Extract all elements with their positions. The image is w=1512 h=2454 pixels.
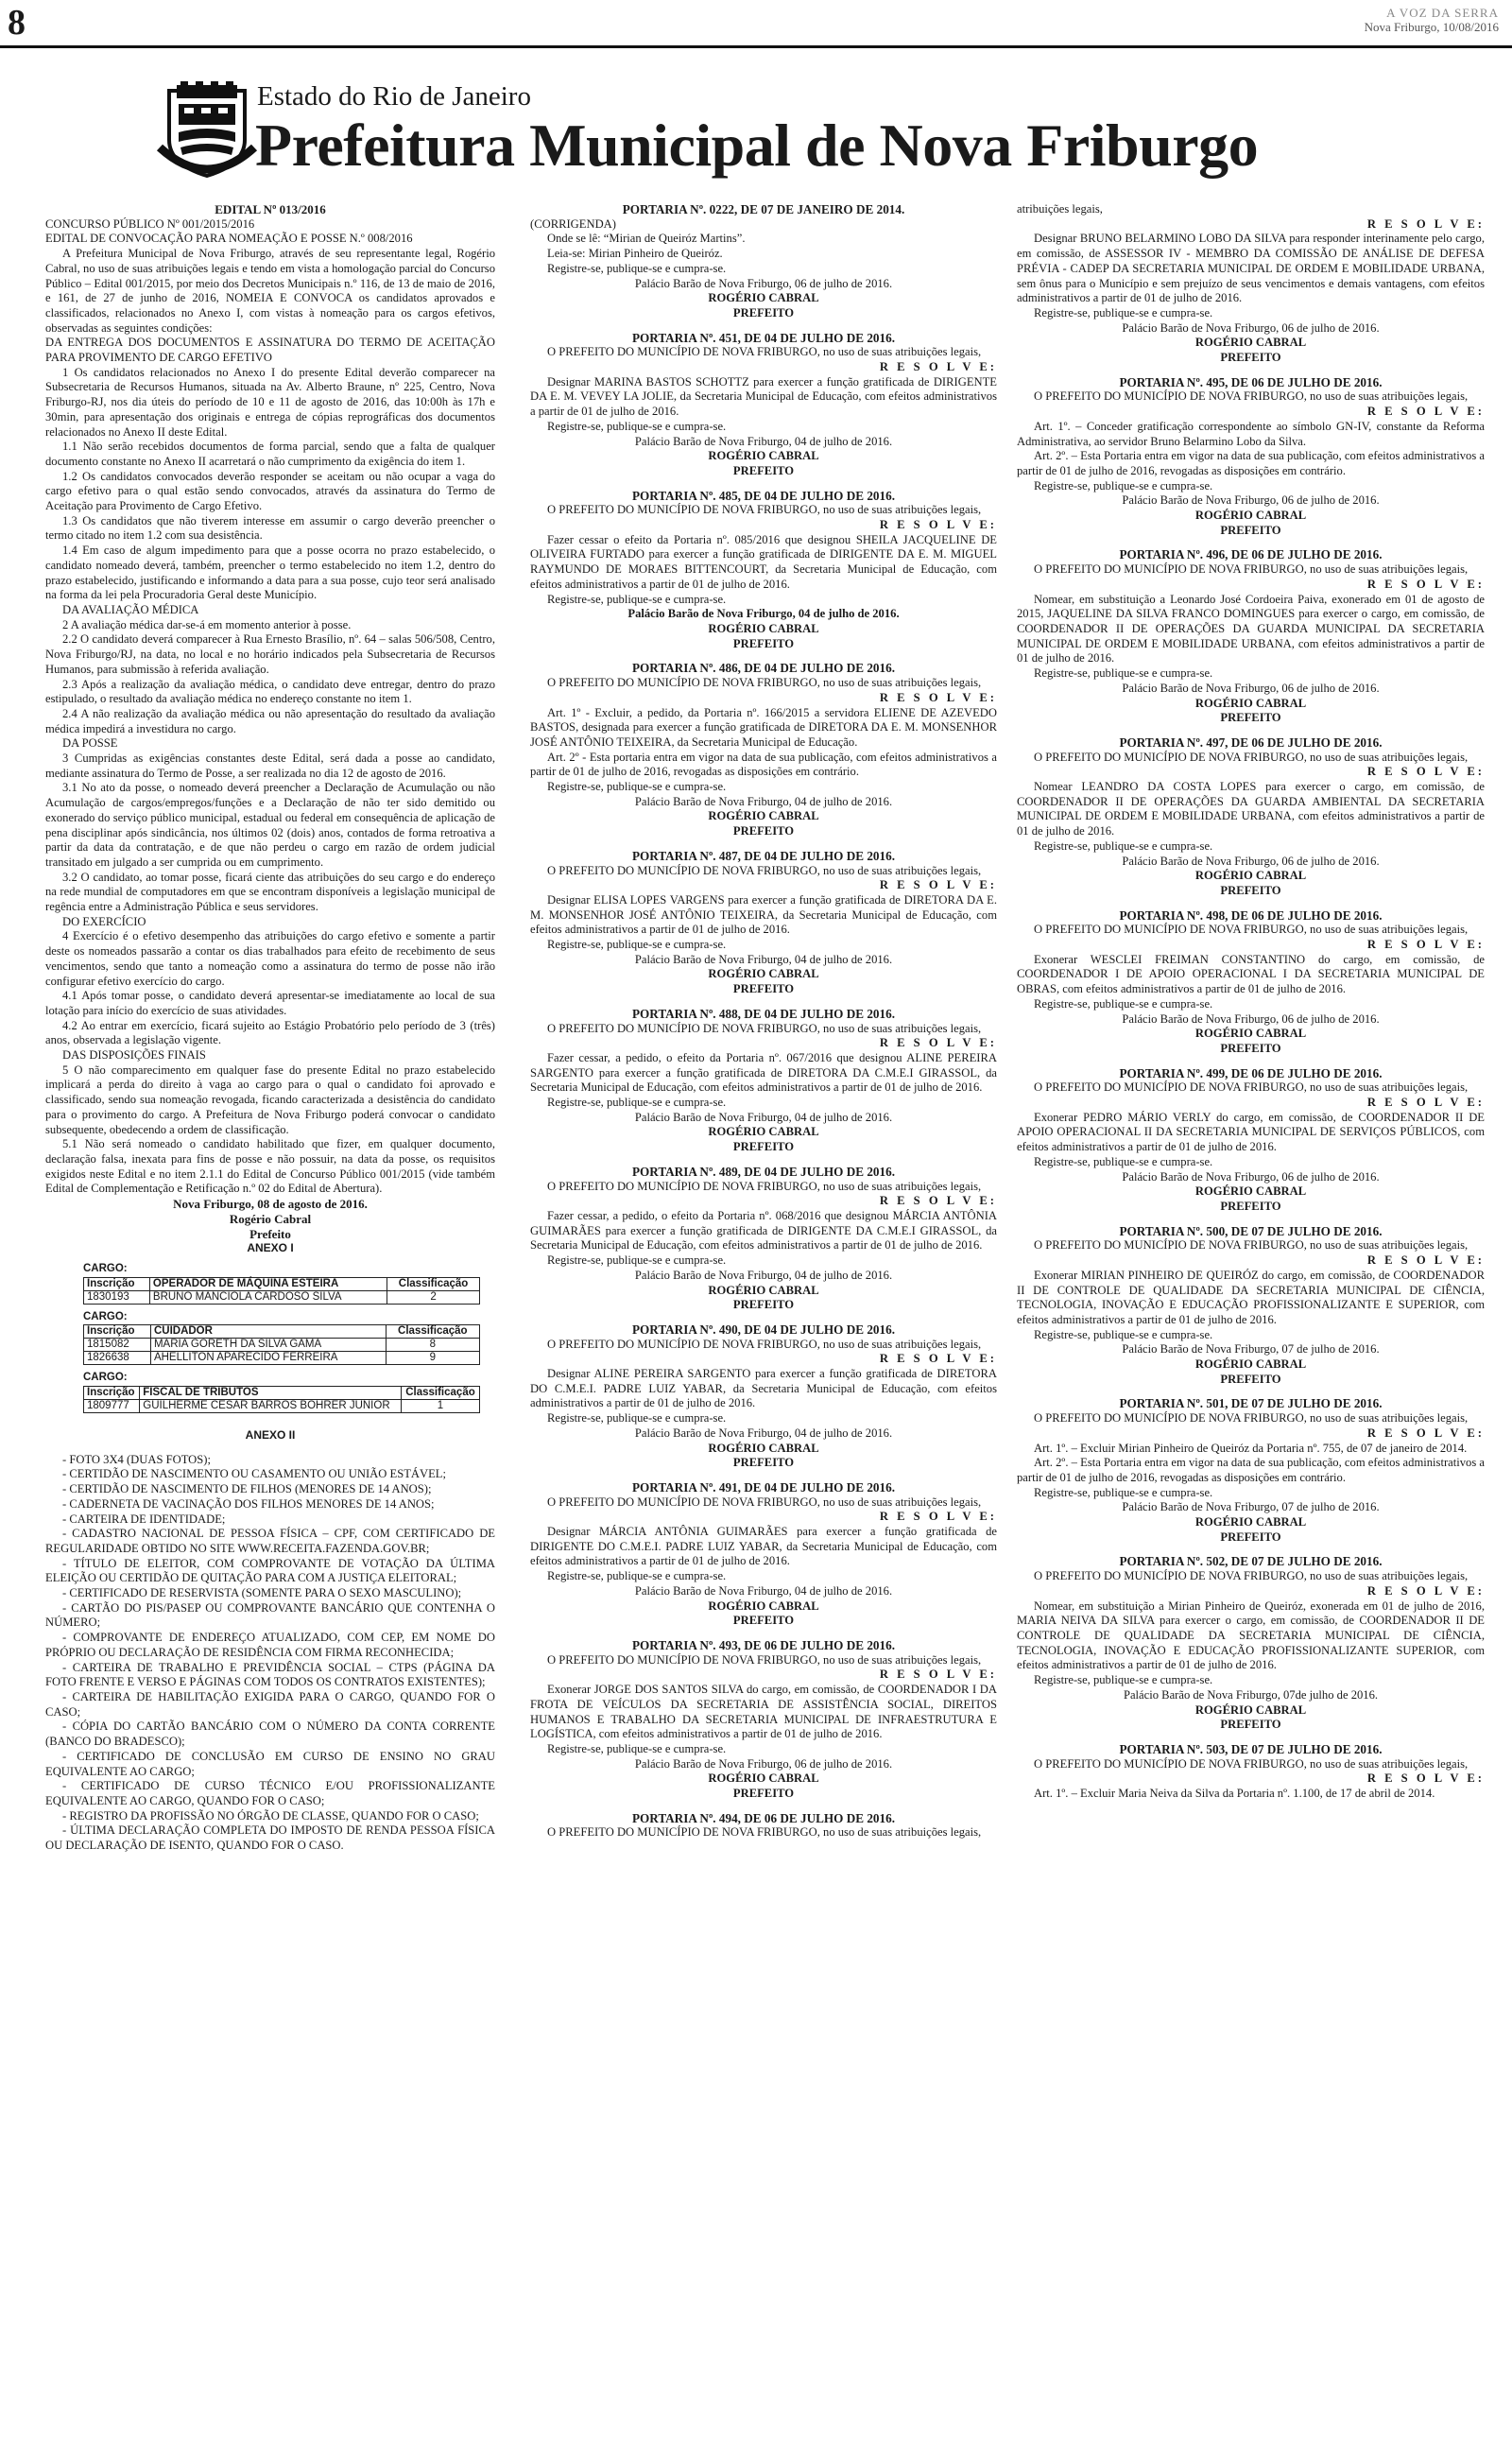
portaria-body: Nomear LEANDRO DA COSTA LOPES para exercer o cargo, em comissão, de COORDENADOR II DE OPERAÇÕES DA GUARDA AMBIENTAL DA SECRETARIA MUNICIPAL DE ORDEM E MOBILIDADE URBANA, com efeitos administrativos a partir de 01 de julho de 2016. <box>1017 780 1485 838</box>
cell-name: AHELLITON APARECIDO FERREIRA <box>150 1352 386 1365</box>
portaria-body: Art. 2º. – Esta Portaria entra em vigor na data de sua publicação, com efeitos administrativos a partir de 01 de julho de 2016, revogadas as disposições em contrário. <box>1017 449 1485 477</box>
section-heading: DA ENTREGA DOS DOCUMENTOS E ASSINATURA DO TERMO DE ACEITAÇÃO PARA PROVIMENTO DE CARGO EFETIVO <box>45 336 495 365</box>
portaria-body: Designar BRUNO BELARMINO LOBO DA SILVA para responder interinamente pelo cargo, em comissão, de ASSESSOR IV - MEMBRO DA COMISSÃO DE ANÁLISE DE DEFESA PRÉVIA - CADEP DA SECRETARIA MUNICIPAL DE ORDEM E MOBILIDADE URBANA, sem ônus para o Município e sem prejuízo de seus vencimentos e demais vantagens, com efeitos administrativos a partir de 01 de julho de 2016. <box>1017 232 1485 305</box>
mayor-role: PREFEITO <box>732 1456 795 1470</box>
page-number: 8 <box>8 3 26 43</box>
edital-item: 3 Cumpridas as exigências constantes deste Edital, será dada a posse ao candidato, mediante assinatura do Termo de Posse, a ser realizada no dia 12 de agosto de 2016. <box>45 752 495 780</box>
resolve-label: R E S O L V E: <box>879 1352 997 1366</box>
portaria-title: PORTARIA Nº. 485, DE 04 DE JULHO DE 2016. <box>631 488 896 503</box>
palacio-date: Palácio Barão de Nova Friburgo, 04 de julho de 2016. <box>634 1426 893 1440</box>
portaria-title: PORTARIA Nº. 487, DE 04 DE JULHO DE 2016. <box>631 848 896 863</box>
portaria-body: Exonerar PEDRO MÁRIO VERLY do cargo, em comissão, de COORDENADOR II DE APOIO OPERACIONAL II DA SECRETARIA MUNICIPAL DE SERVIÇOS PÚBLICOS, com efeitos administrativos a partir de 01 de julho de 2016. <box>1017 1110 1485 1154</box>
mayor-role: PREFEITO <box>732 1614 795 1628</box>
resolve-label: R E S O L V E: <box>879 1668 997 1682</box>
resolve-label: R E S O L V E: <box>1366 765 1485 779</box>
edital-item: 4 Exercício é o efetivo desempenho das atribuições do cargo efetivo e somente a partir deste os nomeados passarão a contar os dias trabalhados para efeito de recebimento de seus vencimentos, sendo que tanto a nomeação como a assinatura do termo de posse não irão configurar efetivo exercício do cargo. <box>45 929 495 988</box>
portaria-title: PORTARIA Nº. 496, DE 06 DE JULHO DE 2016. <box>1119 547 1383 562</box>
table-row <box>84 1339 480 1352</box>
resolve-label: R E S O L V E: <box>879 1036 997 1050</box>
uso-line: O PREFEITO DO MUNICÍPIO DE NOVA FRIBURGO, no uso de suas atribuições legais, <box>547 1021 982 1035</box>
edital-item: 1.4 Em caso de algum impedimento para que a posse ocorra no prazo estabelecido, o candidato nomeado deverá, também, preencher o termo estabelecido no item 1.2, dentro do prazo estabelecido, justificando e informando a data para a sua posse, cujo teor será analisado na forma da lei pela Procuradoria Geral deste Município. <box>45 544 495 602</box>
registre-line: Registre-se, publique-se e cumpra-se. <box>1034 1327 1213 1341</box>
document-requirement: - ÚLTIMA DECLARAÇÃO COMPLETA DO IMPOSTO DE RENDA PESSOA FÍSICA OU DECLARAÇÃO DE ISENTO, QUANDO FOR O CASO. <box>45 1823 495 1853</box>
document-requirement: - COMPROVANTE DE ENDEREÇO ATUALIZADO, COM CEP, EM NOME DO PRÓPRIO OU DECLARAÇÃO DE RESIDÊNCIA COM FIRMA RECONHECIDA; <box>45 1631 495 1659</box>
column-2 <box>530 202 997 2452</box>
table-header-row <box>84 1325 480 1339</box>
edital-item: 3.1 No ato da posse, o nomeado deverá preencher a Declaração de Acumulação ou não Acumulação de cargos/empregos/funções e a Declaração de não ter sido demitido ou exonerado do serviço público municipal, estadual ou federal em consequência de aplicação de pena disciplinar após sindicância, nos últimos 02 (dois) anos, contados de forma retroativa a partir da data da contratação, e de que não perdeu o cargo em razão de ordem judicial transitado em julgado a ser cumprida ou em cumprimento. <box>45 781 495 869</box>
cargo-label: CARGO: <box>83 1372 128 1384</box>
cell-inscricao: 1815082 <box>84 1339 151 1352</box>
palacio-date: Palácio Barão de Nova Friburgo, 06 de julho de 2016. <box>634 1756 893 1771</box>
document-requirement: - CARTEIRA DE IDENTIDADE; <box>62 1512 226 1526</box>
mayor-name: ROGÉRIO CABRAL <box>708 449 819 463</box>
portaria-title: PORTARIA Nº. 493, DE 06 DE JULHO DE 2016. <box>631 1637 896 1652</box>
registre-line: Registre-se, publique-se e cumpra-se. <box>1034 1485 1213 1499</box>
registre-line: Registre-se, publique-se e cumpra-se. <box>547 938 727 952</box>
palacio-date: Palácio Barão de Nova Friburgo, 04 de julho de 2016. <box>634 794 893 808</box>
palacio-date: Palácio Barão de Nova Friburgo, 07 de julho de 2016. <box>1122 1500 1380 1514</box>
portaria-title: PORTARIA Nº. 0222, DE 07 DE JANEIRO DE 2014. <box>622 202 905 216</box>
mayor-role: PREFEITO <box>732 1140 795 1154</box>
resolve-label: R E S O L V E: <box>1366 216 1485 231</box>
cell-inscricao: 1826638 <box>84 1352 151 1365</box>
resolve-label: R E S O L V E: <box>879 1510 997 1524</box>
mayor-role: PREFEITO <box>1220 1529 1281 1544</box>
registre-line: Registre-se, publique-se e cumpra-se. <box>547 1411 727 1426</box>
document-requirement: - CÓPIA DO CARTÃO BANCÁRIO COM O NÚMERO DA CONTA CORRENTE (BANCO DO BRADESCO); <box>45 1720 495 1749</box>
header-inscricao: Inscrição <box>84 1277 150 1290</box>
mayor-role: PREFEITO <box>732 463 795 477</box>
edital-intro: A Prefeitura Municipal de Nova Friburgo, através de seu representante legal, Rogério Cabral, no uso de suas atribuições legais e tendo em vista a homologação parcial do Concurso Público – Edital 001/2015, por meio dos Decretos Municipais n.º 116, de 13 de maio de 2016, e 161, de 27 de junho de 2016, NOMEIA E CONVOCA os candidatos aprovados e classificados, relacionados no Anexo I, com vistas à nomeação para os cargos efetivos, observadas as seguintes condições: <box>45 247 495 335</box>
cell-inscricao: 1809777 <box>84 1400 140 1413</box>
registre-line: Registre-se, publique-se e cumpra-se. <box>547 1741 727 1755</box>
palacio-date: Palácio Barão de Nova Friburgo, 04 de julho de 2016. <box>634 1268 893 1282</box>
document-requirement: - CERTIDÃO DE NASCIMENTO OU CASAMENTO OU UNIÃO ESTÁVEL; <box>62 1467 446 1481</box>
palacio-date: Palácio Barão de Nova Friburgo, 06 de julho de 2016. <box>1122 854 1380 868</box>
table-row <box>84 1400 480 1413</box>
uso-line: O PREFEITO DO MUNICÍPIO DE NOVA FRIBURGO, no uso de suas atribuições legais, <box>547 1179 982 1193</box>
edital-item: 1 Os candidatos relacionados no Anexo I do presente Edital deverão comparecer na Subsecretaria de Recursos Humanos, situada na Av. Alberto Braune, nº 225, Centro, Nova Friburgo-RJ, nos dia úteis do período de 10 e 11 de agosto de 2016, das 10:00h às 17h e 30min, para apresentação dos originais e entrega de cópias reprográficas dos documentos relacionados no Anexo II deste Edital. <box>45 365 495 439</box>
document-requirement: - CARTÃO DO PIS/PASEP OU COMPROVANTE BANCÁRIO QUE CONTENHA O NÚMERO; <box>45 1600 495 1630</box>
signature-date: Nova Friburgo, 08 de agosto de 2016. <box>173 1197 368 1212</box>
portaria-title: PORTARIA Nº. 502, DE 07 DE JULHO DE 2016. <box>1119 1554 1383 1569</box>
mayor-role: PREFEITO <box>1220 1041 1281 1055</box>
uso-line: O PREFEITO DO MUNICÍPIO DE NOVA FRIBURGO, no uso de suas atribuições legais, <box>547 1495 982 1509</box>
mayor-role: PREFEITO <box>1220 1200 1281 1213</box>
signature-role: Prefeito <box>249 1226 291 1241</box>
portaria-body: Art. 1º. – Excluir Mirian Pinheiro de Queiróz da Portaria nº. 755, de 07 de janeiro de 2014. <box>1034 1441 1468 1455</box>
resolve-label: R E S O L V E: <box>1366 1583 1485 1598</box>
mayor-name: ROGÉRIO CABRAL <box>708 967 819 981</box>
document-requirement: - CADASTRO NACIONAL DE PESSOA FÍSICA – CPF, COM CERTIFICADO DE REGULARIDADE OBTIDO NO SITE WWW.RECEITA.FAZENDA.GOV.BR; <box>45 1527 495 1555</box>
uso-line: O PREFEITO DO MUNICÍPIO DE NOVA FRIBURGO, no uso de suas atribuições legais, <box>1034 562 1469 577</box>
mayor-role: PREFEITO <box>1220 1372 1281 1386</box>
state-name: Estado do Rio de Janeiro <box>257 81 531 112</box>
portaria-body: Fazer cessar, a pedido, o efeito da Portaria nº. 068/2016 que designou MÁRCIA ANTÔNIA GUIMARÃES para exercer a função gratificada de DIRIGENTE DA C.M.E.I GIRASSOL, da Secretaria Municipal de Educação, com efeitos administrativos a partir de 01 de julho de 2016. <box>530 1209 997 1253</box>
anexo-1-heading: ANEXO I <box>247 1241 294 1255</box>
section-heading: DAS DISPOSIÇÕES FINAIS <box>62 1048 206 1063</box>
document-requirement: - CERTIFICADO DE CURSO TÉCNICO E/OU PROFISSIONALIZANTE EQUIVALENTE AO CARGO, QUANDO FOR O CASO; <box>45 1779 495 1807</box>
header-cargo: FISCAL DE TRIBUTOS <box>140 1387 402 1400</box>
document-requirement: - REGISTRO DA PROFISSÃO NO ÓRGÃO DE CLASSE, QUANDO FOR O CASO; <box>62 1808 479 1823</box>
mayor-name: ROGÉRIO CABRAL <box>1194 1357 1307 1372</box>
registre-line: Registre-se, publique-se e cumpra-se. <box>547 419 727 433</box>
uso-line: O PREFEITO DO MUNICÍPIO DE NOVA FRIBURGO, no uso de suas atribuições legais, <box>1034 923 1469 937</box>
mayor-name: ROGÉRIO CABRAL <box>708 1125 819 1139</box>
document-requirement: - CARTEIRA DE TRABALHO E PREVIDÊNCIA SOCIAL – CTPS (PÁGINA DA FOTO FRENTE E VERSO E PÁGINAS COM TODOS OS CONTRATOS EXISTENTES); <box>45 1660 495 1689</box>
palacio-date: Palácio Barão de Nova Friburgo, 04 de julho de 2016. <box>634 434 893 448</box>
header-classificacao: Classificação <box>386 1325 479 1339</box>
palacio-date: Palácio Barão de Nova Friburgo, 07 de julho de 2016. <box>1122 1342 1380 1357</box>
cargo-label: CARGO: <box>83 1262 128 1274</box>
table-row <box>84 1290 480 1304</box>
mayor-name: ROGÉRIO CABRAL <box>1194 869 1307 883</box>
edital-number: EDITAL Nº 013/2016 <box>215 202 326 216</box>
resolve-label: R E S O L V E: <box>1366 1253 1485 1268</box>
resolve-label: R E S O L V E: <box>1366 938 1485 952</box>
resolve-label: R E S O L V E: <box>879 360 997 374</box>
portaria-title: PORTARIA Nº. 491, DE 04 DE JULHO DE 2016. <box>631 1479 896 1495</box>
mayor-role: PREFEITO <box>1220 523 1281 537</box>
cell-inscricao: 1830193 <box>84 1290 150 1304</box>
uso-line: O PREFEITO DO MUNICÍPIO DE NOVA FRIBURGO, no uso de suas atribuições legais, <box>1034 1756 1469 1771</box>
mayor-name: ROGÉRIO CABRAL <box>708 809 819 823</box>
masthead-right <box>1365 6 1499 34</box>
portaria-body: Nomear, em substituição a Mirian Pinheiro de Queiróz, exonerada em 01 de julho de 2016, MARIA NEIVA DA SILVA para exercer o cargo, em comissão, de COORDENADOR II DE CONTROLE DE QUALIDADE DA SECRETARIA MUNICIPAL DE CIÊNCIA, TECNOLOGIA, INOVAÇÃO E EDUCAÇÃO PROFISSIONALIZANTE SUPERIOR, com efeitos administrativos a partir de 01 de julho de 2016. <box>1017 1599 1485 1672</box>
document-requirement: - CERTIDÃO DE NASCIMENTO DE FILHOS (MENORES DE 14 ANOS); <box>62 1482 432 1496</box>
edital-item: 2.2 O candidato deverá comparecer à Rua Ernesto Brasílio, nº. 64 – salas 506/508, Centro, Nova Friburgo/RJ, na data, no local e no horário indicados pela Subsecretaria de Recursos Humanos, para submissão à referida avaliação. <box>45 632 495 676</box>
mayor-name: ROGÉRIO CABRAL <box>708 1283 819 1297</box>
mayor-role: PREFEITO <box>1220 1718 1281 1732</box>
resolve-label: R E S O L V E: <box>1366 405 1485 419</box>
header-classificacao: Classificação <box>401 1387 479 1400</box>
portaria-body: Art. 2º - Esta portaria entra em vigor na data de sua publicação, com efeitos administrativos a partir de 01 de julho de 2016, revogadas as disposições em contrário. <box>530 750 997 779</box>
header-cargo: CUIDADOR <box>150 1325 386 1339</box>
edital-item: 5.1 Não será nomeado o candidato habilitado que fizer, em qualquer documento, declaração falsa, inexata para fins de posse e não possuir, na data da posse, os requisitos exigidos neste Edital e no item 2.1.1 do Edital de Concurso Público 001/2015 (vide também Edital de Complementação e Retificação n.º 02 do Edital de Abertura). <box>45 1137 495 1196</box>
palacio-date: Palácio Barão de Nova Friburgo, 06 de julho de 2016. <box>1122 1011 1380 1026</box>
cell-classificacao: 1 <box>401 1400 479 1413</box>
portaria-title: PORTARIA Nº. 494, DE 06 DE JULHO DE 2016. <box>631 1810 896 1825</box>
portaria-body: Art. 1º - Excluir, a pedido, da Portaria nº. 166/2015 a servidora ELIENE DE AZEVEDO BASTOS, designada para exercer a função gratificada de DIRETORA DA E. M. MONSENHOR JOSÉ ANTÔNIO TEIXEIRA, da Secretaria Municipal de Educação. <box>530 705 997 749</box>
mayor-role: PREFEITO <box>1220 351 1281 365</box>
registre-line: Registre-se, publique-se e cumpra-se. <box>1034 996 1213 1011</box>
header-inscricao: Inscrição <box>84 1325 151 1339</box>
portaria-title: PORTARIA Nº. 497, DE 06 DE JULHO DE 2016. <box>1119 734 1383 750</box>
mayor-name: ROGÉRIO CABRAL <box>1194 1702 1307 1717</box>
mayor-name: ROGÉRIO CABRAL <box>1194 1027 1307 1041</box>
portaria-body: Art. 2º. – Esta Portaria entra em vigor na data de sua publicação, com efeitos administrativos a partir de 01 de julho de 2016, revogadas as disposições em contrário. <box>1017 1456 1485 1484</box>
registre-line: Registre-se, publique-se e cumpra-se. <box>1034 305 1213 320</box>
cell-name: BRUNO MANCIOLA CARDOSO SILVA <box>149 1290 387 1304</box>
palacio-date: Palácio Barão de Nova Friburgo, 06 de julho de 2016. <box>1122 1169 1380 1184</box>
portaria-title: PORTARIA Nº. 451, DE 04 DE JULHO DE 2016. <box>631 330 896 345</box>
mayor-role: PREFEITO <box>732 824 795 838</box>
document-requirement: - CARTEIRA DE HABILITAÇÃO EXIGIDA PARA O CARGO, QUANDO FOR O CASO; <box>45 1689 495 1719</box>
mayor-role: PREFEITO <box>732 1298 795 1312</box>
mayor-name: ROGÉRIO CABRAL <box>1194 1515 1307 1529</box>
registre-line: Registre-se, publique-se e cumpra-se. <box>547 592 727 606</box>
table-header-row <box>84 1277 480 1290</box>
document-requirement: - FOTO 3X4 (DUAS FOTOS); <box>62 1452 211 1466</box>
concurso-line: CONCURSO PÚBLICO Nº 001/2015/2016 <box>45 216 255 231</box>
edital-item: 1.2 Os candidatos convocados deverão responder se aceitam ou não ocupar a vaga do cargo efetivo para o qual estão sendo convocados, através da assinatura do Termo de Aceitação para Provimento de Cargo Efetivo. <box>45 469 495 513</box>
uso-line: O PREFEITO DO MUNICÍPIO DE NOVA FRIBURGO, no uso de suas atribuições legais, <box>547 676 982 690</box>
uso-line: O PREFEITO DO MUNICÍPIO DE NOVA FRIBURGO, no uso de suas atribuições legais, <box>1034 1411 1469 1426</box>
cargo-table <box>83 1324 480 1365</box>
column-1 <box>45 202 495 2452</box>
registre-line: Registre-se, publique-se e cumpra-se. <box>1034 666 1213 681</box>
document-requirement: - CADERNETA DE VACINAÇÃO DOS FILHOS MENORES DE 14 ANOS; <box>62 1496 435 1511</box>
portaria-body: Fazer cessar o efeito da Portaria nº. 085/2016 que designou SHEILA JACQUELINE DE OLIVEIRA FURTADO para exercer a função gratificada de DIRIGENTE DA E. M. MIGUEL RAYMUNDO DE MORAES BITTENCOURT, da Secretaria Municipal de Educação, com efeitos administrativos a partir de 01 de julho de 2016. <box>530 532 997 591</box>
document-requirement: - TÍTULO DE ELEITOR, COM COMPROVANTE DE VOTAÇÃO DA ÚLTIMA ELEIÇÃO OU CERTIDÃO DE QUITAÇÃO PARA COM A JUSTIÇA ELEITORAL; <box>45 1556 495 1585</box>
corrigenda-text: Leia-se: Mirian Pinheiro de Queiróz. <box>547 247 723 261</box>
cargo-table <box>83 1386 480 1413</box>
header-classificacao: Classificação <box>387 1277 480 1290</box>
portaria-title: PORTARIA Nº. 488, DE 04 DE JULHO DE 2016. <box>631 1006 896 1021</box>
palacio-date: Palácio Barão de Nova Friburgo, 07de julho de 2016. <box>1123 1687 1379 1702</box>
mayor-role: PREFEITO <box>732 636 795 650</box>
signature-name: Rogério Cabral <box>229 1211 312 1226</box>
registre-line: Registre-se, publique-se e cumpra-se. <box>1034 1154 1213 1168</box>
palacio-date: Palácio Barão de Nova Friburgo, 04 de julho de 2016. <box>634 952 893 966</box>
cargo-table <box>83 1277 480 1305</box>
palacio-date: Palácio Barão de Nova Friburgo, 04 de julho de 2016. <box>627 607 900 621</box>
resolve-label: R E S O L V E: <box>1366 577 1485 591</box>
section-heading: DA POSSE <box>62 736 118 751</box>
palacio-date: Palácio Barão de Nova Friburgo, 06 de julho de 2016. <box>634 276 893 290</box>
resolve-label: R E S O L V E: <box>879 1194 997 1208</box>
portaria-title: PORTARIA Nº. 503, DE 07 DE JULHO DE 2016. <box>1119 1741 1383 1756</box>
cell-classificacao: 2 <box>387 1290 480 1304</box>
palacio-date: Palácio Barão de Nova Friburgo, 06 de julho de 2016. <box>1122 681 1380 695</box>
mayor-name: ROGÉRIO CABRAL <box>708 621 819 635</box>
uso-line: O PREFEITO DO MUNICÍPIO DE NOVA FRIBURGO, no uso de suas atribuições legais, <box>547 1652 982 1667</box>
portaria-title: PORTARIA Nº. 489, DE 04 DE JULHO DE 2016. <box>631 1164 896 1179</box>
mayor-role: PREFEITO <box>1220 883 1281 897</box>
portaria-title: PORTARIA Nº. 490, DE 04 DE JULHO DE 2016. <box>631 1322 896 1337</box>
palacio-date: Palácio Barão de Nova Friburgo, 06 de julho de 2016. <box>1122 493 1380 508</box>
mayor-role: PREFEITO <box>732 1787 795 1801</box>
registre-line: Registre-se, publique-se e cumpra-se. <box>547 780 727 794</box>
masthead-title: Prefeitura Municipal de Nova Friburgo <box>255 112 1259 179</box>
uso-line: O PREFEITO DO MUNICÍPIO DE NOVA FRIBURGO, no uso de suas atribuições legais, <box>547 1337 982 1351</box>
portaria-body: Fazer cessar, a pedido, o efeito da Portaria nº. 067/2016 que designou ALINE PEREIRA SARGENTO para exercer a função gratificada de DIRETORA DA C.M.E.I GIRASSOL, da Secretaria Municipal de Educação, com efeitos administrativos a partir de 01 de julho de 2016. <box>530 1050 997 1095</box>
portaria-body: Designar MARINA BASTOS SCHOTTZ para exercer a função gratificada de DIRIGENTE DA E. M. VEVEY LA JOLIE, da Secretaria Municipal de Educação, com efeitos administrativos a partir de 01 de julho de 2016. <box>530 374 997 419</box>
column-3 <box>1017 202 1485 2452</box>
mayor-role: PREFEITO <box>1220 711 1281 725</box>
documents-list <box>45 1453 495 1854</box>
portaria-title: PORTARIA Nº. 495, DE 06 DE JULHO DE 2016. <box>1119 374 1383 389</box>
table-header-row <box>84 1387 480 1400</box>
document-requirement: - CERTIFICADO DE RESERVISTA (SOMENTE PARA O SEXO MASCULINO); <box>62 1586 462 1600</box>
edital-item: 2.4 A não realização da avaliação médica ou não apresentação do resultado da avaliação médica impedirá a investidura no cargo. <box>45 706 495 735</box>
uso-line: O PREFEITO DO MUNICÍPIO DE NOVA FRIBURGO, no uso de suas atribuições legais, <box>547 863 982 877</box>
section-heading: DA AVALIAÇÃO MÉDICA <box>62 602 199 616</box>
resolve-label: R E S O L V E: <box>1366 1096 1485 1110</box>
uso-line: O PREFEITO DO MUNICÍPIO DE NOVA FRIBURGO, no uso de suas atribuições legais, <box>1034 1080 1469 1095</box>
uso-line: O PREFEITO DO MUNICÍPIO DE NOVA FRIBURGO, no uso de suas atribuições legais, <box>1034 389 1469 404</box>
corrigenda-text: Onde se lê: “Mirian de Queiróz Martins”. <box>547 232 746 246</box>
edital-convocacao: EDITAL DE CONVOCAÇÃO PARA NOMEAÇÃO E POSSE N.º 008/2016 <box>45 232 413 246</box>
portaria-body: Art. 1º. – Excluir Maria Neiva da Silva da Portaria nº. 1.100, de 17 de abril de 2014. <box>1034 1787 1435 1801</box>
mayor-name: ROGÉRIO CABRAL <box>708 1771 819 1786</box>
edital-item: 1.1 Não serão recebidos documentos de forma parcial, sendo que a falta de qualquer documento constante no Anexo II acarretará o não cumprimento da exigência do item 1. <box>45 440 495 468</box>
portaria-body: Designar MÁRCIA ANTÔNIA GUIMARÃES para exercer a função gratificada de DIRIGENTE DO C.M.E.I. PADRE LUIZ YABAR, da Secretaria Municipal de Educação, com efeitos administrativos a partir de 01 de julho de 2016. <box>530 1525 997 1568</box>
header-inscricao: Inscrição <box>84 1387 140 1400</box>
portaria-body: Exonerar MIRIAN PINHEIRO DE QUEIRÓZ do cargo, em comissão, de COORDENADOR II DE CONTROLE DE QUALIDADE DA SECRETARIA MUNICIPAL DE CIÊNCIA, TECNOLOGIA, INOVAÇÃO E EDUCAÇÃO PROFISSIONALIZANTE E SUPERIOR, com efeitos administrativos a partir de 01 de julho de 2016. <box>1017 1268 1485 1326</box>
uso-line: O PREFEITO DO MUNICÍPIO DE NOVA FRIBURGO, no uso de suas atribuições legais, <box>1034 750 1469 764</box>
mayor-role: PREFEITO <box>732 982 795 996</box>
cell-name: GUILHERME CESAR BARROS BOHRER JUNIOR <box>140 1400 402 1413</box>
section-heading: DO EXERCÍCIO <box>62 914 146 928</box>
table-row <box>84 1352 480 1365</box>
uso-line: O PREFEITO DO MUNICÍPIO DE NOVA FRIBURGO, no uso de suas atribuições legais, <box>547 345 982 359</box>
mayor-name: ROGÉRIO CABRAL <box>1194 336 1307 350</box>
mayor-name: ROGÉRIO CABRAL <box>1194 696 1307 710</box>
portaria-title: PORTARIA Nº. 498, DE 06 DE JULHO DE 2016. <box>1119 907 1383 923</box>
anexo-2-heading: ANEXO II <box>245 1428 296 1443</box>
palacio-date: Palácio Barão de Nova Friburgo, 06 de julho de 2016. <box>1122 320 1380 335</box>
uso-line: O PREFEITO DO MUNICÍPIO DE NOVA FRIBURGO, no uso de suas atribuições legais, <box>1034 1238 1469 1253</box>
coat-of-arms-icon <box>156 81 258 180</box>
portaria-body: Exonerar WESCLEI FREIMAN CONSTANTINO do cargo, em comissão, de COORDENADOR I DE APOIO OPERACIONAL I DA SECRETARIA MUNICIPAL DE OBRAS, com efeitos administrativos a partir de 01 de julho de 2016. <box>1017 952 1485 996</box>
portaria-body: Designar ELISA LOPES VARGENS para exercer a função gratificada de DIRETORA DA E. M. MONSENHOR JOSÉ ANTÔNIO TEIXEIRA, da Secretaria Municipal de Educação, com efeitos administrativos a partir de 01 de julho de 2016. <box>530 892 997 937</box>
edital-item: 4.1 Após tomar posse, o candidato deverá apresentar-se imediatamente ao local de sua lotação para início do exercício de suas atividades. <box>45 989 495 1017</box>
palacio-date: Palácio Barão de Nova Friburgo, 04 de julho de 2016. <box>634 1583 893 1598</box>
cell-classificacao: 8 <box>386 1339 479 1352</box>
portaria-body: Designar ALINE PEREIRA SARGENTO para exercer a função gratificada de DIRETORA DO C.M.E.I. PADRE LUIZ YABAR, da Secretaria Municipal de Educação, com efeitos administrativos a partir de 01 de julho de 2016. <box>530 1367 997 1410</box>
issue-date: Nova Friburgo, 10/08/2016 <box>1364 20 1499 34</box>
edital-item: 4.2 Ao entrar em exercício, ficará sujeito ao Estágio Probatório pelo período de 3 (três) anos, observada a legislação vigente. <box>45 1018 495 1047</box>
registre-line: Registre-se, publique-se e cumpra-se. <box>547 1253 727 1268</box>
palacio-date: Palácio Barão de Nova Friburgo, 04 de julho de 2016. <box>634 1110 893 1124</box>
edital-item: 2 A avaliação médica dar-se-á em momento anterior à posse. <box>62 617 352 631</box>
mayor-name: ROGÉRIO CABRAL <box>708 1599 819 1613</box>
resolve-label: R E S O L V E: <box>879 518 997 532</box>
resolve-label: R E S O L V E: <box>879 878 997 892</box>
mayor-name: ROGÉRIO CABRAL <box>708 1441 819 1455</box>
edital-item: 2.3 Após a realização da avaliação médica, o candidato deve entregar, dentro do prazo estipulado, o resultado da avaliação médica no endereço constante no item 1. <box>45 677 495 706</box>
mayor-name: ROGÉRIO CABRAL <box>1194 1184 1307 1199</box>
registre-line: Registre-se, publique-se e cumpra-se. <box>547 261 727 275</box>
cell-name: MARIA GORETH DA SILVA GAMA <box>150 1339 386 1352</box>
resolve-label: R E S O L V E: <box>1366 1771 1485 1786</box>
document-requirement: - CERTIFICADO DE CONCLUSÃO EM CURSO DE ENSINO NO GRAU EQUIVALENTE AO CARGO; <box>45 1749 495 1778</box>
portaria-title: PORTARIA Nº. 499, DE 06 DE JULHO DE 2016. <box>1119 1065 1383 1080</box>
portaria-title: PORTARIA Nº. 486, DE 04 DE JULHO DE 2016. <box>631 661 896 676</box>
resolve-label: R E S O L V E: <box>879 690 997 704</box>
mayor-name: ROGÉRIO CABRAL <box>708 291 819 305</box>
portaria-body: Art. 1º. – Conceder gratificação correspondente ao símbolo GN-IV, constante da Reforma Administrativa, ao servidor Bruno Belarmino Lobo da Silva. <box>1017 419 1485 448</box>
uso-line: O PREFEITO DO MUNICÍPIO DE NOVA FRIBURGO, no uso de suas atribuições legais, <box>547 1825 982 1840</box>
publication-name: A VOZ DA SERRA <box>1386 6 1499 20</box>
portaria-body: Nomear, em substituição a Leonardo José Cordoeira Paiva, exonerado em 01 de agosto de 2015, JAQUELINE DA SILVA FRANCO DOMINGUES para exercer o cargo, em comissão, de COORDENADOR II DE OPERAÇÕES DA GUARDA MUNICIPAL DA SECRETARIA MUNICIPAL DE ORDEM E MOBILIDADE URBANA, com efeitos administrativos a partir de 01 de julho de 2016. <box>1017 592 1485 665</box>
edital-item: 3.2 O candidato, ao tomar posse, ficará ciente das atribuições do seu cargo e do endereço na rede mundial de computadores em que se encontram disponíveis a legislação municipal de regência entre a Administração Pública e seus servidores. <box>45 870 495 914</box>
registre-line: Registre-se, publique-se e cumpra-se. <box>547 1096 727 1110</box>
edital-item: 5 O não comparecimento em qualquer fase do presente Edital no prazo estabelecido implicará a perda do direito à vaga ao cargo para o qual o candidato foi aprovado e classificado, sendo sua nomeação revogada, ficando caracterizada a desistência do candidato para o provimento do cargo. A Prefeitura de Nova Friburgo poderá convocar o candidato subsequente, obedecendo a ordem de classificação. <box>45 1063 495 1136</box>
header-cargo: OPERADOR DE MÁQUINA ESTEIRA <box>149 1277 387 1290</box>
registre-line: Registre-se, publique-se e cumpra-se. <box>1034 838 1213 853</box>
resolve-label: R E S O L V E: <box>1366 1426 1485 1440</box>
cargo-label: CARGO: <box>83 1310 128 1322</box>
registre-line: Registre-se, publique-se e cumpra-se. <box>547 1569 727 1583</box>
portaria-title: PORTARIA Nº. 500, DE 07 DE JULHO DE 2016. <box>1119 1223 1383 1238</box>
uso-continuation: atribuições legais, <box>1017 202 1103 216</box>
header-rule <box>0 45 1512 48</box>
edital-item: 1.3 Os candidatos que não tiverem interesse em assumir o cargo deverão preencher o termo citado no item 1.2 com sua desistência. <box>45 513 495 543</box>
uso-line: O PREFEITO DO MUNICÍPIO DE NOVA FRIBURGO, no uso de suas atribuições legais, <box>1034 1569 1469 1583</box>
mayor-name: ROGÉRIO CABRAL <box>1194 509 1307 523</box>
corrigenda-label: (CORRIGENDA) <box>530 216 616 231</box>
registre-line: Registre-se, publique-se e cumpra-se. <box>1034 1673 1213 1687</box>
registre-line: Registre-se, publique-se e cumpra-se. <box>1034 478 1213 493</box>
mayor-role: PREFEITO <box>732 305 795 320</box>
portaria-title: PORTARIA Nº. 501, DE 07 DE JULHO DE 2016. <box>1119 1396 1383 1411</box>
uso-line: O PREFEITO DO MUNICÍPIO DE NOVA FRIBURGO, no uso de suas atribuições legais, <box>547 503 982 517</box>
cell-classificacao: 9 <box>386 1352 479 1365</box>
portaria-body: Exonerar JORGE DOS SANTOS SILVA do cargo, em comissão, de COORDENADOR I DA FROTA DE VEÍCULOS DA SECRETARIA DE ASSISTÊNCIA SOCIAL, DIREITOS HUMANOS E TRABALHO DA SECRETARIA MUNICIPAL DE INFRAESTRUTURA E LOGÍSTICA, com efeitos administrativos a partir de 01 de julho de 2016. <box>530 1683 997 1741</box>
